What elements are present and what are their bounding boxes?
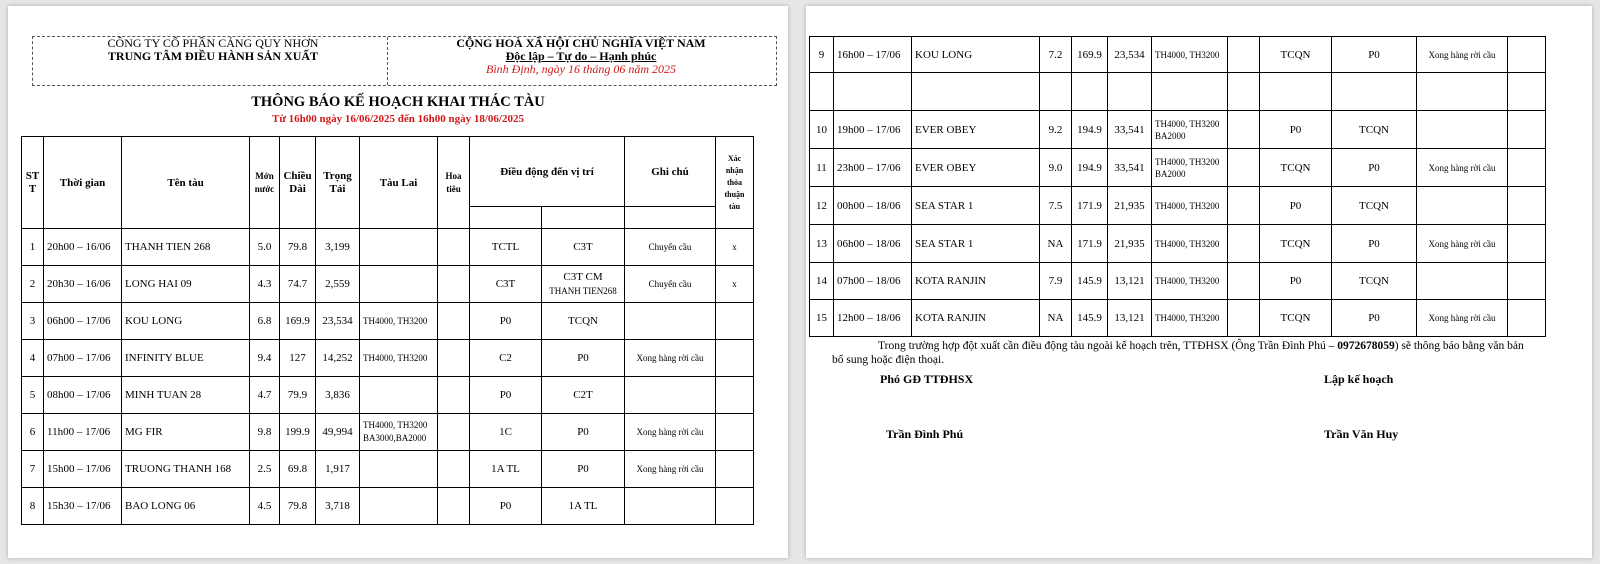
signer-left-role: Phó GĐ TTĐHSX [880,372,974,386]
document-page-1 [8,6,788,558]
republic-name: CỘNG HOÀ XÃ HỘI CHỦ NGHĨA VIỆT NAM [456,36,706,50]
schedule-table-page1 [21,136,754,525]
company-name: CÔNG TY CỔ PHẦN CẢNG QUY NHƠN [107,36,319,50]
signer-left-name: Trần Đình Phú [886,427,964,441]
table-row: 10 19h00 – 17/06 EVER OBEY 9.2 194.9 33,541 TH4000, TH3200 BA2000 P0 TCQN [810,111,1546,149]
col-tug: Tàu Lai [360,137,438,229]
table-row-empty [810,73,1546,111]
col-length: Chiều Dài [280,137,316,229]
table-row: 7 15h00 – 17/06 TRUONG THANH 168 2.5 69.8 1,917 1A TL P0 Xong hàng rời cầu [22,451,754,488]
table-row: 11 23h00 – 17/06 EVER OBEY 9.0 194.9 33,541 TH4000, TH3200 BA2000 TCQN P0 Xong hàng rời cầu [810,149,1546,187]
col-note: Ghi chú [625,137,716,207]
table-row: 5 08h00 – 17/06 MINH TUAN 28 4.7 79.9 3,836 P0 C2T [22,377,754,414]
table-row: 2 20h30 – 16/06 LONG HAI 09 4.3 74.7 2,559 C3T C3T CM THANH TIEN268 Chuyển cầu x [22,266,754,303]
col-pilot: Hoa tiêu [438,137,470,229]
document-title: THÔNG BÁO KẾ HOẠCH KHAI THÁC TÀU [251,94,545,110]
table-row: 15 12h00 – 18/06 KOTA RANJIN NA 145.9 13,121 TH4000, TH3200 TCQN P0 Xong hàng rời cầu [810,300,1546,337]
motto: Độc lập – Tự do – Hạnh phúc [505,49,657,63]
center-name: TRUNG TÂM ĐIỀU HÀNH SẢN XUẤT [107,49,319,63]
table-row: 6 11h00 – 17/06 MG FIR 9.8 199.9 49,994 TH4000, TH3200 BA3000,BA2000 1C P0 Xong hàng rời cầu [22,414,754,451]
table-row: 3 06h00 – 17/06 KOU LONG 6.8 169.9 23,534 TH4000, TH3200 P0 TCQN [22,303,754,340]
signer-right-name: Trần Văn Huy [1324,427,1399,441]
col-ship: Tên tàu [122,137,250,229]
place-date: Bình Định, ngày 16 tháng 06 năm 2025 [486,62,676,76]
col-time: Thời gian [44,137,122,229]
table-row: 8 15h30 – 17/06 BAO LONG 06 4.5 79.8 3,718 P0 1A TL [22,488,754,525]
table-row: 1 20h00 – 16/06 THANH TIEN 268 5.0 79.8 3,199 TCTL C3T Chuyển cầu x [22,229,754,266]
schedule-table-page2 [809,36,1546,337]
table-row: 14 07h00 – 18/06 KOTA RANJIN 7.9 145.9 13,121 TH4000, TH3200 P0 TCQN [810,263,1546,300]
footer-note: Trong trường hợp đột xuất cần điều động tàu ngoài kế hoạch trên, TTĐHSX (Ông Trần Đình Phú – 0972678059) sẽ thông báo bằng văn bản bổ sung hoặc điện thoại. [832,340,1524,366]
col-draft: Mớn nước [250,137,280,229]
table-row: 9 16h00 – 17/06 KOU LONG 7.2 169.9 23,534 TH4000, TH3200 TCQN P0 Xong hàng rời cầu [810,37,1546,73]
table-row: 12 00h00 – 18/06 SEA STAR 1 7.5 171.9 21,935 TH4000, TH3200 P0 TCQN [810,187,1546,225]
col-stt: STT [22,137,44,229]
table-row: 13 06h00 – 18/06 SEA STAR 1 NA 171.9 21,935 TH4000, TH3200 TCQN P0 Xong hàng rời cầu [810,225,1546,263]
col-move: Điều động đến vị trí [470,137,625,207]
col-dwt: Trọng Tải [316,137,360,229]
table-row: 4 07h00 – 17/06 INFINITY BLUE 9.4 127 14,252 TH4000, TH3200 C2 P0 Xong hàng rời cầu [22,340,754,377]
signer-right-role: Lập kế hoạch [1324,372,1394,386]
document-subtitle: Từ 16h00 ngày 16/06/2025 đến 16h00 ngày 18/06/2025 [271,113,524,125]
document-page-2 [806,6,1592,558]
table-header-row [22,137,754,207]
col-confirm: Xác nhận thỏa thuận tàu [716,137,754,229]
